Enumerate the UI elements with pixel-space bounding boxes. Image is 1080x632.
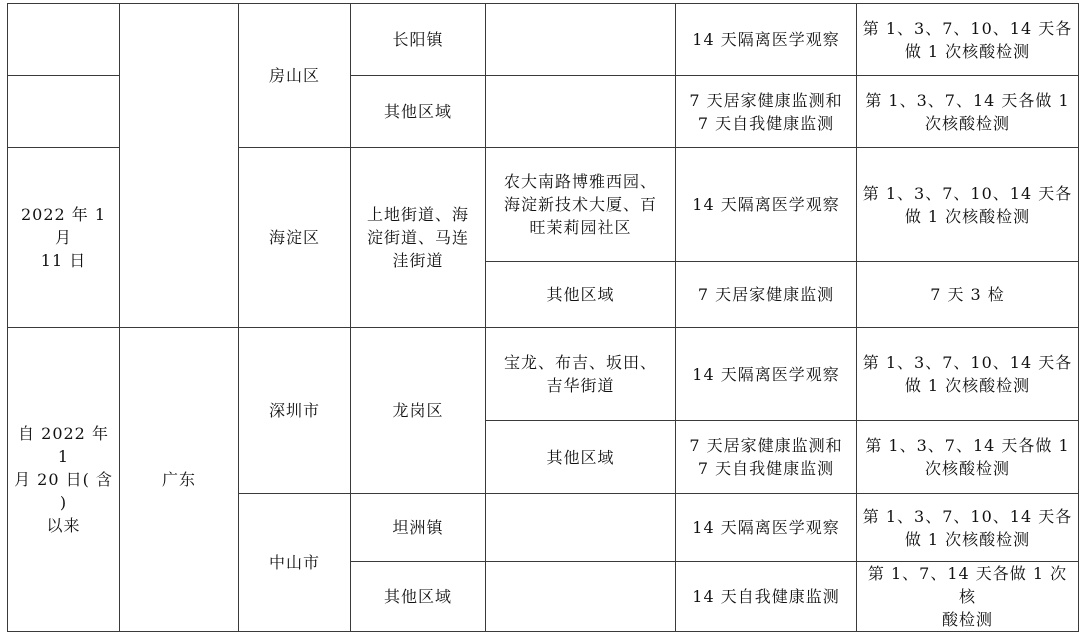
test-cell: 第 1、7、14 天各做 1 次核 酸检测 — [857, 562, 1079, 632]
measure-cell: 14 天隔离医学观察 — [676, 148, 857, 262]
measure-cell: 7 天居家健康监测 — [676, 262, 857, 328]
table-row — [8, 328, 1079, 421]
area-cell: 坦洲镇 — [351, 494, 486, 562]
city-cell: 房山区 — [239, 4, 351, 148]
detail-cell: 宝龙、布吉、坂田、 吉华街道 — [486, 328, 676, 421]
test-cell: 第 1、3、7、10、14 天各 做 1 次核酸检测 — [857, 494, 1079, 562]
detail-cell: 其他区域 — [486, 421, 676, 494]
test-cell: 7 天 3 检 — [857, 262, 1079, 328]
measure-cell: 7 天居家健康监测和 7 天自我健康监测 — [676, 76, 857, 148]
date-cell — [8, 76, 120, 148]
date-cell: 自 2022 年 1 月 20 日( 含 ) 以来 — [8, 328, 120, 632]
city-cell: 中山市 — [239, 494, 351, 632]
province-cell: 广东 — [120, 328, 239, 632]
measure-cell: 14 天隔离医学观察 — [676, 4, 857, 76]
date-cell: 2022 年 1 月 11 日 — [8, 148, 120, 328]
area-cell: 长阳镇 — [351, 4, 486, 76]
detail-cell — [486, 4, 676, 76]
measure-cell: 14 天隔离医学观察 — [676, 494, 857, 562]
test-cell: 第 1、3、7、14 天各做 1 次核酸检测 — [857, 76, 1079, 148]
province-cell — [120, 4, 239, 328]
area-cell: 上地街道、海 淀街道、马连 洼街道 — [351, 148, 486, 328]
area-cell: 其他区域 — [351, 562, 486, 632]
test-cell: 第 1、3、7、14 天各做 1 次核酸检测 — [857, 421, 1079, 494]
date-cell — [8, 4, 120, 76]
test-cell: 第 1、3、7、10、14 天各 做 1 次核酸检测 — [857, 148, 1079, 262]
area-cell: 龙岗区 — [351, 328, 486, 494]
test-cell: 第 1、3、7、10、14 天各 做 1 次核酸检测 — [857, 328, 1079, 421]
area-cell: 其他区域 — [351, 76, 486, 148]
detail-cell — [486, 494, 676, 562]
test-cell: 第 1、3、7、10、14 天各 做 1 次核酸检测 — [857, 4, 1079, 76]
detail-cell — [486, 76, 676, 148]
measure-cell: 7 天居家健康监测和 7 天自我健康监测 — [676, 421, 857, 494]
city-cell: 海淀区 — [239, 148, 351, 328]
measure-cell: 14 天自我健康监测 — [676, 562, 857, 632]
risk-area-table — [7, 3, 1079, 632]
city-cell: 深圳市 — [239, 328, 351, 494]
table-row — [8, 4, 1079, 76]
measure-cell: 14 天隔离医学观察 — [676, 328, 857, 421]
detail-cell — [486, 562, 676, 632]
detail-cell: 农大南路博雅西园、 海淀新技术大厦、百 旺茉莉园社区 — [486, 148, 676, 262]
detail-cell: 其他区域 — [486, 262, 676, 328]
